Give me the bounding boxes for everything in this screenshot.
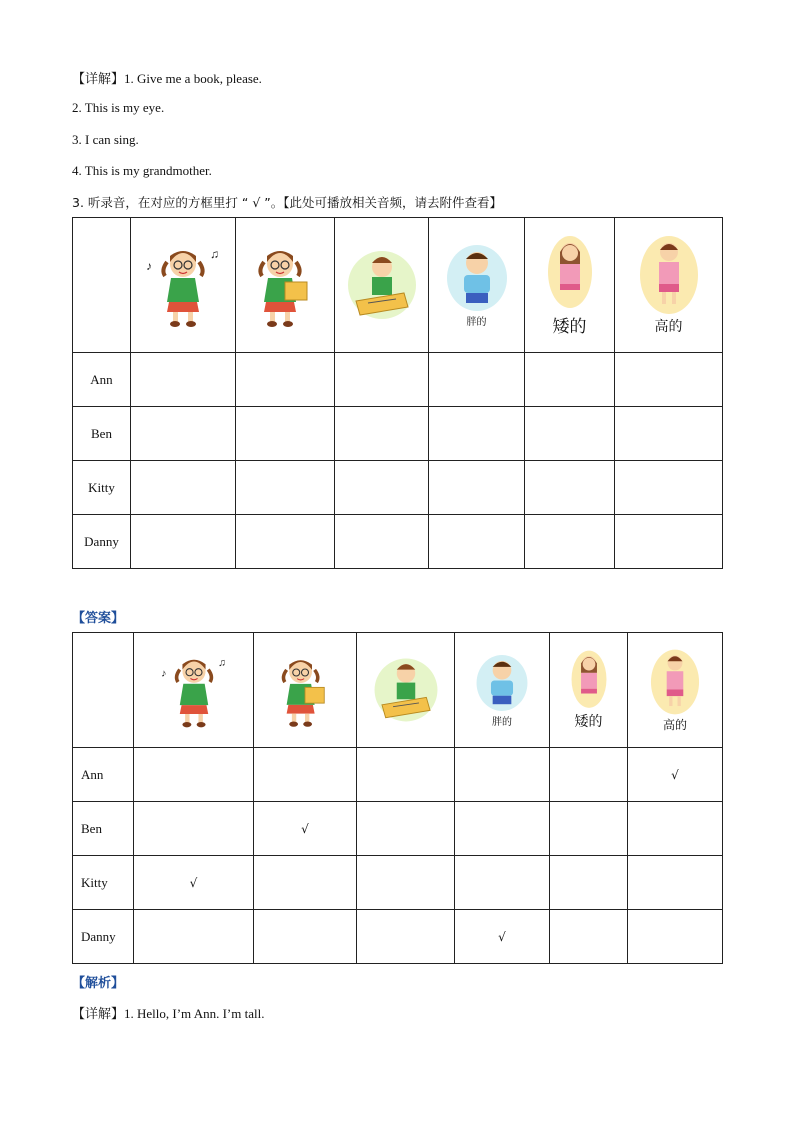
girl-singing-icon xyxy=(149,650,239,730)
answer-cell[interactable] xyxy=(236,407,335,461)
answer-cell[interactable] xyxy=(429,461,525,515)
girl-writing-icon xyxy=(342,245,422,325)
answer-cell xyxy=(134,802,254,856)
answer-cell[interactable] xyxy=(615,515,723,569)
detail-line-1: 【详解】1. Give me a book, please. xyxy=(72,71,262,87)
detail-line-4: 4. This is my grandmother. xyxy=(72,163,212,178)
svg-text:♫: ♫ xyxy=(217,658,226,669)
answer-cell[interactable] xyxy=(615,353,723,407)
picture-row xyxy=(73,218,723,353)
svg-text:♪: ♪ xyxy=(146,259,152,273)
answer-cell[interactable] xyxy=(131,515,236,569)
answer-cell xyxy=(550,856,628,910)
answer-cell xyxy=(455,910,550,964)
answer-cell[interactable] xyxy=(525,407,615,461)
answer-cell[interactable] xyxy=(335,515,429,569)
table-row xyxy=(73,802,723,856)
answer-cell xyxy=(254,802,357,856)
fat-label: 胖的 xyxy=(492,716,512,728)
answer-cell[interactable] xyxy=(525,353,615,407)
table-row xyxy=(73,353,723,407)
name-danny: Danny xyxy=(73,515,131,569)
girl-reading-icon xyxy=(245,240,325,330)
answer-cell xyxy=(628,910,723,964)
name-ben: Ben xyxy=(73,802,134,856)
answer-cell[interactable] xyxy=(131,407,236,461)
answer-cell xyxy=(455,748,550,802)
svg-text:♫: ♫ xyxy=(210,247,219,261)
answer-cell xyxy=(628,748,723,802)
answer-cell[interactable] xyxy=(429,407,525,461)
answer-cell xyxy=(357,910,455,964)
svg-text:♪: ♪ xyxy=(160,668,166,680)
answer-cell[interactable] xyxy=(335,353,429,407)
answer-cell xyxy=(254,910,357,964)
girl-singing-icon xyxy=(138,240,228,330)
short-label: 矮的 xyxy=(552,316,587,337)
answer-cell[interactable] xyxy=(615,461,723,515)
fat-boy-icon xyxy=(474,653,530,713)
short-girl-icon xyxy=(545,234,595,312)
short-girl-icon xyxy=(569,649,609,711)
short-label: 矮的 xyxy=(574,714,603,730)
answer-cell[interactable] xyxy=(131,353,236,407)
table-row xyxy=(73,910,723,964)
answer-cell[interactable] xyxy=(335,461,429,515)
answer-cell xyxy=(628,856,723,910)
answer-cell[interactable] xyxy=(236,461,335,515)
answer-cell xyxy=(134,856,254,910)
table-row xyxy=(73,461,723,515)
check-mark-ann: √ xyxy=(671,767,679,782)
corner-cell xyxy=(73,633,134,748)
table-row xyxy=(73,407,723,461)
answer-cell xyxy=(455,856,550,910)
question-table xyxy=(72,217,723,569)
answer-table xyxy=(72,632,723,964)
tall-label: 高的 xyxy=(654,319,683,335)
answer-cell xyxy=(550,910,628,964)
girl-writing-icon xyxy=(369,653,443,727)
answer-cell xyxy=(254,856,357,910)
answer-cell[interactable] xyxy=(525,461,615,515)
detail-line-2: 2. This is my eye. xyxy=(72,100,165,115)
answer-cell[interactable] xyxy=(236,515,335,569)
answer-cell[interactable] xyxy=(615,407,723,461)
answer-cell xyxy=(357,856,455,910)
analysis-heading: 【解析】 xyxy=(72,976,125,991)
detail-line-3: 3. I can sing. xyxy=(72,132,139,147)
answer-cell xyxy=(357,748,455,802)
answer-cell xyxy=(550,802,628,856)
picture-row xyxy=(73,633,723,748)
corner-cell xyxy=(73,218,131,353)
answer-cell[interactable] xyxy=(131,461,236,515)
answer-cell[interactable] xyxy=(429,353,525,407)
question-3-instruction: 3. 听录音，在对应的方框里打 “ √ ”。【此处可播放相关音频，请去附件查看】 xyxy=(72,195,502,210)
analysis-detail-line: 【详解】1. Hello, I’m Ann. I’m tall. xyxy=(72,1006,265,1022)
name-kitty: Kitty xyxy=(73,856,134,910)
answer-cell xyxy=(134,910,254,964)
answer-cell xyxy=(628,802,723,856)
answer-cell[interactable] xyxy=(236,353,335,407)
table-row xyxy=(73,856,723,910)
tall-girl-icon xyxy=(649,648,701,716)
answer-cell[interactable] xyxy=(335,407,429,461)
check-mark-danny: √ xyxy=(498,929,506,944)
tall-label: 高的 xyxy=(662,717,687,732)
name-ann: Ann xyxy=(73,353,131,407)
answer-cell[interactable] xyxy=(525,515,615,569)
answer-cell xyxy=(254,748,357,802)
tall-girl-icon xyxy=(638,234,700,316)
check-mark-kitty: √ xyxy=(189,875,198,890)
name-ben: Ben xyxy=(73,407,131,461)
answer-heading: 【答案】 xyxy=(72,611,125,626)
answer-cell xyxy=(455,802,550,856)
answer-cell xyxy=(550,748,628,802)
table-row xyxy=(73,748,723,802)
table-row xyxy=(73,515,723,569)
fat-boy-icon xyxy=(444,243,510,313)
name-ann: Ann xyxy=(73,748,134,802)
check-mark-ben: √ xyxy=(301,821,309,836)
name-kitty: Kitty xyxy=(73,461,131,515)
fat-label: 胖的 xyxy=(466,316,487,328)
answer-cell[interactable] xyxy=(429,515,525,569)
name-danny: Danny xyxy=(73,910,134,964)
answer-cell xyxy=(134,748,254,802)
answer-cell xyxy=(357,802,455,856)
girl-reading-icon xyxy=(270,650,340,730)
